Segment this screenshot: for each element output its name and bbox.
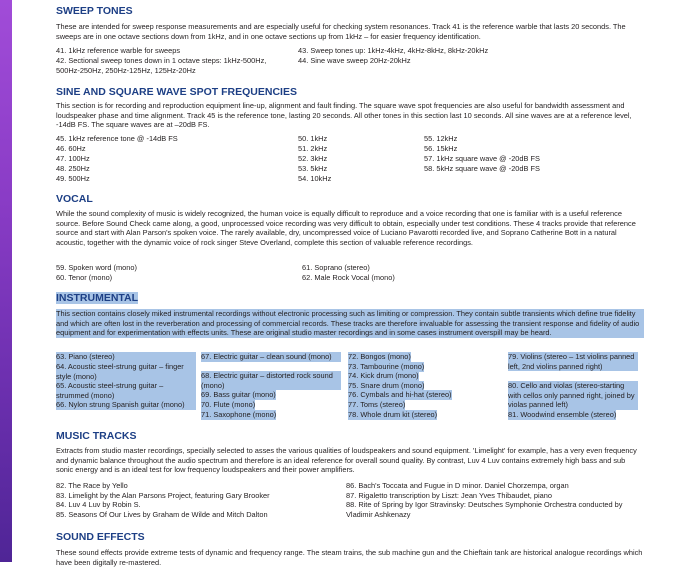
- vocal-track-61: 61. Soprano (stereo): [302, 263, 370, 272]
- spot-track-47: 47. 100Hz: [56, 154, 90, 163]
- inst-track-75: 75. Snare drum (mono): [348, 381, 425, 390]
- spot-track-46: 46. 60Hz: [56, 144, 86, 153]
- inst-track-69: 69. Bass guitar (mono): [201, 390, 276, 399]
- instrumental-body: This section contains closely miked instrumental recordings without electronic processing such as limiting or compression. They contain subtle transients which define true fidelity and which are often lost in the reverberation and processing of commercial records. These tracks are therefore invaluable for assessing the transient response and fidelity of audio equipment and for experimentation with effects units. These are original studio master recordings and in some cases instrument overspill may be heard.: [56, 309, 644, 338]
- spot-heading: SINE AND SQUARE WAVE SPOT FREQUENCIES: [56, 86, 297, 98]
- sweep-body: These are intended for sweep response measurements and are especially useful for checking system resonances. Track 41 is the reference warble that lasts 20 seconds. The sweeps are in one octave sections down from 1kHz, and in one octave sections up from 1kHz – for easier frequency identification.: [56, 22, 626, 41]
- spot-track-58: 58. 5kHz square wave @ -20dB FS: [424, 164, 540, 173]
- sweep-track-42: 42. Sectional sweep tones down in 1 octave steps: 1kHz-500Hz, 500Hz-250Hz, 250Hz-125Hz, 125Hz-20Hz: [56, 56, 267, 75]
- spot-track-50: 50. 1kHz: [298, 134, 328, 143]
- inst-track-64: 64. Acoustic steel-strung guitar – finger style (mono): [56, 362, 196, 381]
- spot-track-57: 57. 1kHz square wave @ -20dB FS: [424, 154, 540, 163]
- effects-heading: SOUND EFFECTS: [56, 531, 145, 543]
- music-track-86: 86. Bach's Toccata and Fugue in D minor. Daniel Chorzempa, organ: [346, 481, 569, 490]
- music-track-88: 88. Rite of Spring by Igor Stravinsky: Deutsches Symphonie Orchestra conducted by Vladimir Ashkenazy: [346, 500, 623, 519]
- music-heading: MUSIC TRACKS: [56, 430, 137, 442]
- spot-track-53: 53. 5kHz: [298, 164, 328, 173]
- spot-track-45: 45. 1kHz reference tone @ -14dB FS: [56, 134, 178, 143]
- inst-track-71: 71. Saxophone (mono): [201, 410, 277, 419]
- inst-track-65: 65. Acoustic steel-strung guitar – strummed (mono): [56, 381, 196, 400]
- sweep-track-43: 43. Sweep tones up: 1kHz-4kHz, 4kHz-8kHz, 8kHz-20kHz: [298, 46, 489, 55]
- vocal-track-59: 59. Spoken word (mono): [56, 263, 137, 272]
- inst-track-77: 77. Toms (stereo): [348, 400, 406, 409]
- vocal-track-60: 60. Tenor (mono): [56, 273, 113, 282]
- inst-track-72: 72. Bongos (mono): [348, 352, 411, 361]
- spot-track-56: 56. 15kHz: [424, 144, 458, 153]
- sweep-track-44: 44. Sine wave sweep 20Hz-20kHz: [298, 56, 411, 65]
- music-track-84: 84. Luv 4 Luv by Robin S.: [56, 500, 141, 509]
- music-track-83: 83. Limelight by the Alan Parsons Project, featuring Gary Brooker: [56, 491, 270, 500]
- inst-track-74: 74. Kick drum (mono): [348, 371, 419, 380]
- vocal-body: While the sound complexity of music is widely recognized, the human voice is equally difficult to reproduce and a voice recording that one is familiar with is a useful reference source. Before Sound Check came along, a good, unprocessed voice recording was very difficult to obtain, especially under test conditions. These 4 tracks provide that reference source and start with Alan Parson's spoken voice. The rarely available, dry, uncompressed voice of Luciano Pavarotti recorded live, and Soprano Catherine Bott in a natural acoustic, together with the dynamic voice of rock singer Steve Overland, complete this section of valuable reference recordings.: [56, 209, 636, 247]
- effects-body: These sound effects provide extreme tests of dynamic and frequency range. The steam trains, the sub machine gun and the Chieftain tank are historical analogue recordings which have been digitally re-mastered.: [56, 548, 643, 567]
- inst-track-70: 70. Flute (mono): [201, 400, 256, 409]
- spot-track-55: 55. 12kHz: [424, 134, 458, 143]
- inst-track-76: 76. Cymbals and hi-hat (stereo): [348, 390, 452, 399]
- spot-track-54: 54. 10kHz: [298, 174, 332, 183]
- accent-bar: [0, 0, 12, 562]
- spot-track-52: 52. 3kHz: [298, 154, 328, 163]
- inst-track-78: 78. Whole drum kit (stereo): [348, 410, 438, 419]
- inst-track-66: 66. Nylon strung Spanish guitar (mono): [56, 400, 196, 410]
- inst-track-79: 79. Violins (stereo – 1st violins panned left, 2nd violins panned right): [508, 352, 638, 371]
- sweep-heading: SWEEP TONES: [56, 5, 133, 17]
- music-track-82: 82. The Race by Yello: [56, 481, 128, 490]
- inst-track-67: 67. Electric guitar – clean sound (mono): [201, 352, 341, 362]
- inst-track-68: 68. Electric guitar – distorted rock sound (mono): [201, 371, 341, 390]
- music-body: Extracts from studio master recordings, specially selected to asses the various qualities of loudspeakers and sound equipment. 'Limelight' for example, has a very even frequency and dynamic balance throughout the audio spectrum and therefore is an ideal reference for overall sound quality. By contrast, Luv 4 Luv contains extremely high bass and sub sonic energy and is an ideal test for low frequency loudspeakers and their power amplifiers.: [56, 446, 637, 475]
- inst-track-81: 81. Woodwind ensemble (stereo): [508, 410, 617, 419]
- vocal-heading: VOCAL: [56, 193, 93, 205]
- spot-body: This section is for recording and reproduction equipment line-up, alignment and fault finding. The square wave spot frequencies are also useful for bandwidth assessment and loudspeaker phase and time alignment. Track 45 is the reference tone, lasting 20 seconds. All other tones in this section last 10 seconds. All sine waves are at a reference level, -14dB FS. The square waves are at –20dB FS.: [56, 101, 632, 130]
- inst-track-63: 63. Piano (stereo): [56, 352, 196, 362]
- sweep-track-41: 41. 1kHz reference warble for sweeps: [56, 46, 181, 55]
- music-track-85: 85. Seasons Of Our Lives by Graham de Wilde and Mitch Dalton: [56, 510, 268, 519]
- spot-track-49: 49. 500Hz: [56, 174, 90, 183]
- music-track-87: 87. Rigaletto transcription by Liszt: Jean Yves Thibaudet, piano: [346, 491, 552, 500]
- vocal-track-62: 62. Male Rock Vocal (mono): [302, 273, 395, 282]
- inst-track-80: 80. Cello and violas (stereo-starting with cellos only panned right, joined by violas panned left): [508, 381, 638, 410]
- instrumental-heading: INSTRUMENTAL: [56, 292, 139, 304]
- inst-track-73: 73. Tambourine (mono): [348, 362, 425, 371]
- spot-track-48: 48. 250Hz: [56, 164, 90, 173]
- spot-track-51: 51. 2kHz: [298, 144, 328, 153]
